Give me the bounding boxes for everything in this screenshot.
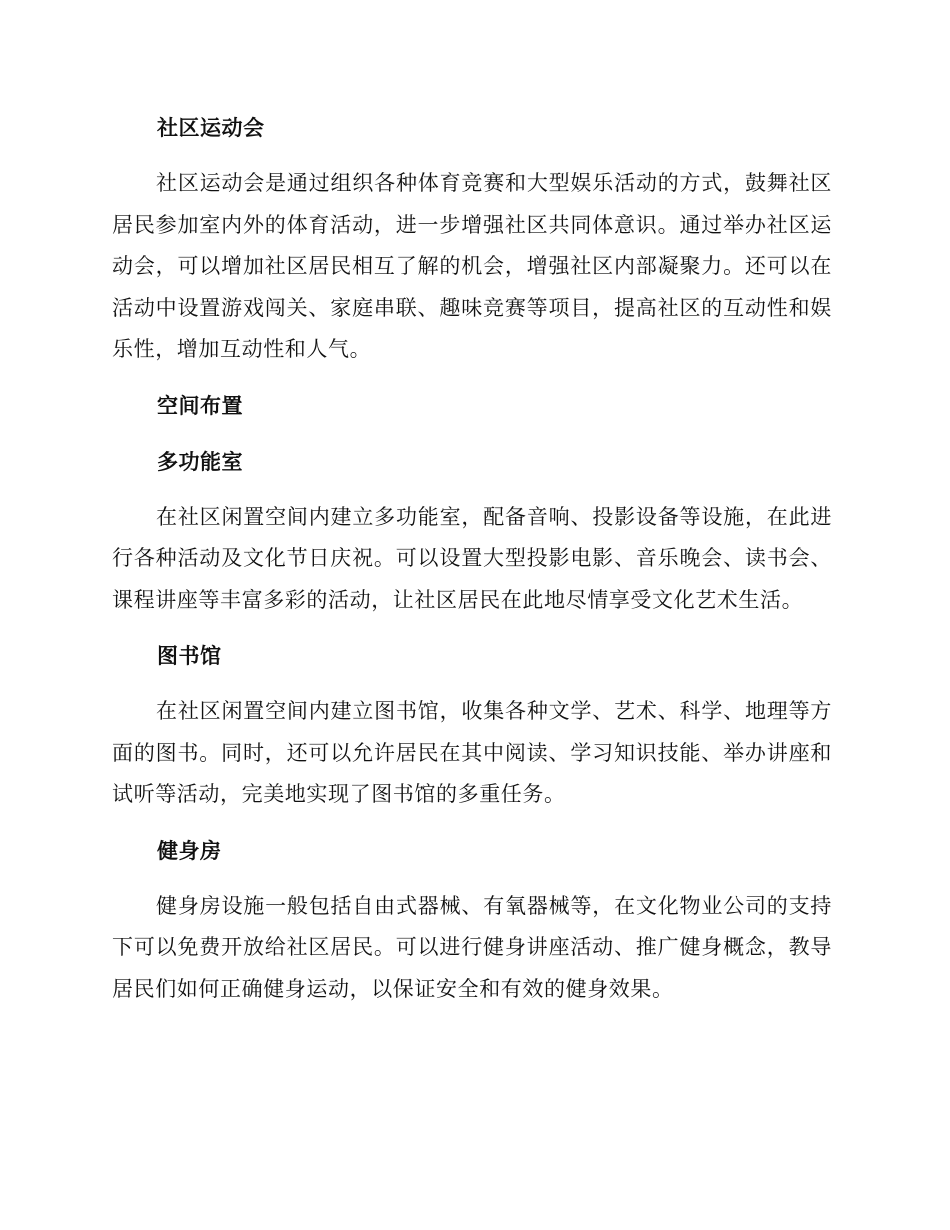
document-body xyxy=(112,107,832,1010)
section-paragraph-gym: 健身房设施一般包括自由式器械、有氧器械等，在文化物业公司的支持下可以免费开放给社区居民。可以进行健身讲座活动、推广健身概念，教导居民们如何正确健身运动，以保证安全和有效的健身效果。 xyxy=(112,893,832,1001)
section-heading-multifunction-room: 多功能室 xyxy=(157,449,243,474)
section-paragraph-library: 在社区闲置空间内建立图书馆，收集各种文学、艺术、科学、地理等方面的图书。同时，还可以允许居民在其中阅读、学习知识技能、举办讲座和试听等活动，完美地实现了图书馆的多重任务。 xyxy=(112,699,832,806)
section-heading-sports-meet: 社区运动会 xyxy=(157,116,265,140)
section-paragraph-multifunction-room: 在社区闲置空间内建立多功能室，配备音响、投影设备等设施，在此进行各种活动及文化节日庆祝。可以设置大型投影电影、音乐晚会、读书会、课程讲座等丰富多彩的活动，让社区居民在此地尽情享受文化艺术生活。 xyxy=(112,504,832,612)
section-paragraph-sports-meet: 社区运动会是通过组织各种体育竞赛和大型娱乐活动的方式，鼓舞社区居民参加室内外的体育活动，进一步增强社区共同体意识。通过举办社区运动会，可以增加社区居民相互了解的机会，增强社区内部凝聚力。还可以在活动中设置游戏闯关、家庭串联、趣味竞赛等项目，提高社区的互动性和娱乐性，增加互动性和人气。 xyxy=(112,171,832,361)
section-heading-space-layout: 空间布置 xyxy=(157,393,243,418)
section-heading-gym: 健身房 xyxy=(157,838,222,863)
section-heading-library: 图书馆 xyxy=(157,644,222,668)
